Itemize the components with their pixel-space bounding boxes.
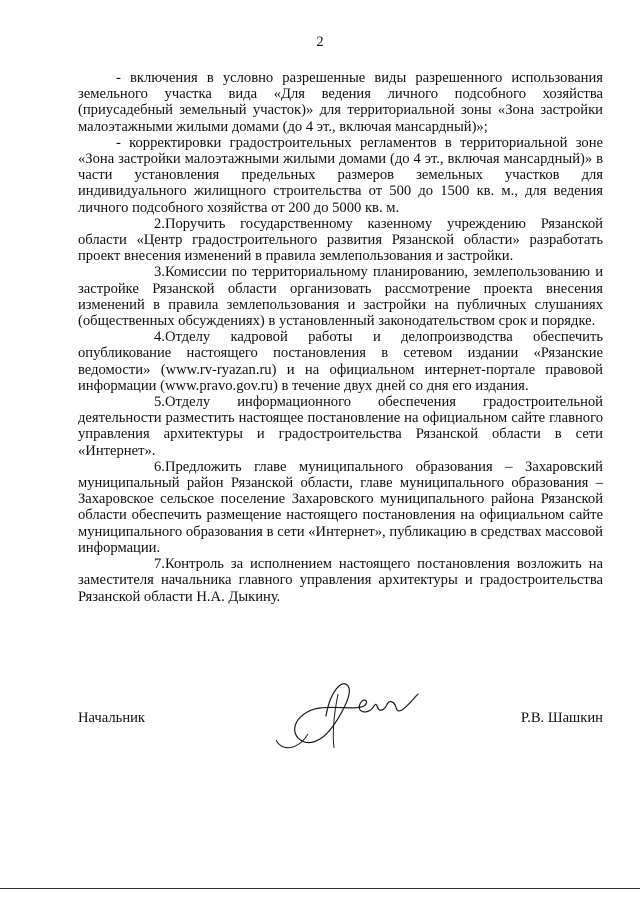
item-number: 3. [154, 264, 165, 281]
paragraph-regulation-correction: - корректировки градостроительных регламентов в территориальной зоне «Зона застройки малоэтажными жилыми домами (до 4 эт., включая мансардный)» в части установления предельных размеров земельных участков для индивидуального жилищного строительства от 500 до 1500 кв. м., для ведения личного подсобного хозяйства от 200 до 5000 кв. м. [78, 134, 603, 216]
signatory-name: Р.В. Шашкин [520, 710, 603, 726]
item-text: Отделу кадровой работы и делопроизводства обеспечить опубликование настоящего постановления в сетевом издании «Рязанские ведомости» (www.rv-ryazan.ru) и на официальном интернет-портале правовой информации (www.pravo.gov.ru) в течение двух дней со дня его издания. [78, 329, 603, 394]
item-text: Предложить главе муниципального образования – Захаровский муниципальный район Рязанской области, главе муниципального образования – Захаровское сельское поселение Захаровского муниципального района Рязанской области обеспечить размещение настоящего постановления на официальном сайте муниципального образования в сети «Интернет», публикацию в средствах массовой информации. [78, 458, 603, 556]
item-number: 4. [154, 329, 165, 346]
item-text: Комиссии по территориальному планированию, землепользованию и застройке Рязанской области организовать рассмотрение проекта внесения изменений в правила землепользования и застройки на публичных слушаниях (общественных обсуждениях) в установленный законодательством срок и порядке. [78, 264, 603, 330]
item-number: 6. [154, 458, 165, 475]
list-item-3 [78, 264, 603, 329]
list-item-7 [78, 556, 603, 605]
paragraph-inclusion: - включения в условно разрешенные виды разрешенного использования земельного участка вида «Для ведения личного подсобного хозяйства (приусадебный земельный участок)» для территориальной зоны «Зона застройки малоэтажными жилыми домами (до 4 эт., включая мансардный)»; [78, 70, 603, 135]
item-number: 5. [154, 394, 165, 411]
item-number: 7. [154, 556, 165, 573]
signatory-position: Начальник [78, 710, 146, 726]
document-body [78, 70, 603, 605]
signature-block [78, 710, 603, 740]
page-number: 2 [316, 34, 324, 50]
item-number: 2. [154, 215, 165, 232]
item-text: Отделу информационного обеспечения градостроительной деятельности разместить настоящее постановление на официальном сайте главного управления архитектуры и градостроительства Рязанской области в сети «Интернет». [78, 394, 603, 459]
item-text: Контроль за исполнением настоящего постановления возложить на заместителя начальника главного управления архитектуры и градостроительства Рязанской области Н.А. Дыкину. [78, 556, 603, 605]
list-item-2 [78, 216, 603, 265]
list-item-6 [78, 459, 603, 556]
list-item-5 [78, 394, 603, 459]
page-bottom-rule [0, 888, 640, 889]
item-text: Поручить государственному казенному учреждению Рязанской области «Центр градостроительного развития Рязанской области» разработать проект внесения изменений в правила землепользования и застройки. [78, 215, 603, 265]
list-item-4 [78, 329, 603, 394]
